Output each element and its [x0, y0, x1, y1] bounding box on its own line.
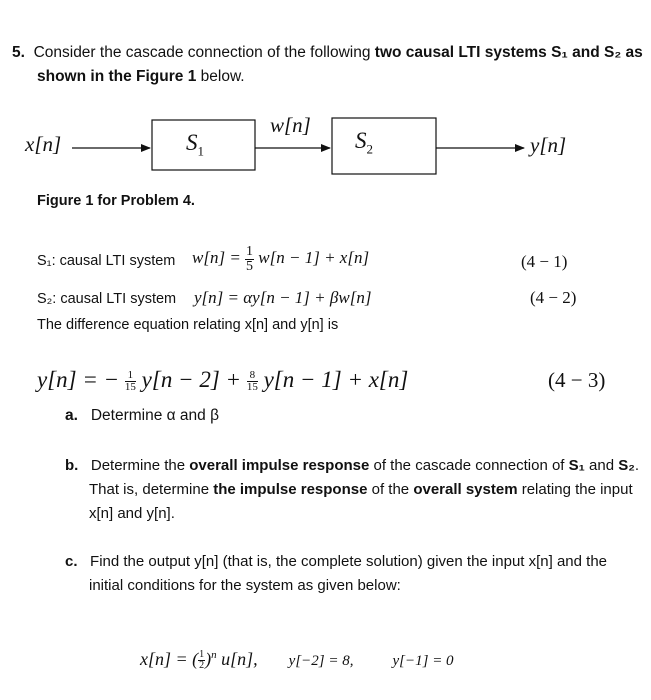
main-frac-1 [125, 370, 136, 393]
half-num: 1 [199, 649, 205, 661]
s1-frac-den: 5 [246, 258, 254, 274]
s1-frac-num: 1 [246, 243, 254, 259]
main-frac-2-den: 15 [246, 381, 258, 394]
part-b-and: and [584, 457, 619, 474]
s1-subscript: 1 [197, 143, 204, 159]
part-c-line-2: initial conditions for the system as given below: [89, 577, 401, 594]
diagram-s1-label [186, 130, 204, 160]
part-a-text: Determine α and β [90, 407, 220, 424]
part-a-letter: a. [65, 407, 78, 424]
main-frac-2 [247, 370, 258, 393]
input-eq-a: x[n] = ( [140, 649, 199, 669]
part-b-text-3: That is, determine [89, 481, 214, 498]
part-a [65, 407, 219, 425]
initial-y-minus-1: y[−1] = 0 [392, 653, 454, 669]
s2-subscript: 2 [366, 141, 373, 157]
eq-tag-4-2: (4 − 2) [530, 288, 577, 307]
part-b-text-5: relating the input [517, 481, 633, 498]
part-b-bold-1: overall impulse response [189, 457, 370, 474]
problem-below: below. [196, 68, 245, 85]
initial-conditions [140, 637, 454, 679]
s2-letter: S [355, 128, 367, 153]
s1-eq-rhs: w[n − 1] + x[n] [258, 248, 370, 267]
diagram-output-label: y[n] [530, 133, 567, 157]
part-b-letter: b. [65, 457, 79, 474]
s1-eq-lhs: w[n] = [192, 248, 241, 267]
part-b-line-1 [65, 457, 639, 474]
part-b-period: . [634, 457, 640, 474]
half-den: 2 [199, 660, 205, 672]
problem-line-1 [12, 44, 643, 62]
main-frac-1-den: 15 [124, 381, 136, 394]
s2-equation: y[n] = αy[n − 1] + βw[n] [194, 288, 372, 307]
s1-fraction [245, 245, 254, 274]
input-eq-c: u[n], [216, 649, 258, 669]
diagram-s2-label [355, 128, 373, 158]
figure-caption: Figure 1 for Problem 4. [37, 193, 195, 209]
part-c-line-1 [65, 553, 607, 570]
problem-line-2 [37, 68, 245, 86]
problem-figure-ref: shown in the Figure 1 [37, 68, 197, 85]
part-b-text-1: Determine the [90, 457, 190, 474]
part-c-text-1: Find the output y[n] (that is, the complete solution) given the input x[n] and the [90, 553, 608, 570]
part-b-bold-3: overall system [413, 481, 518, 498]
main-eq-lhs: y[n] = − [37, 367, 120, 392]
diagram-input-label: x[n] [25, 132, 62, 156]
part-b-bold-2: the impulse response [213, 481, 368, 498]
difference-text: The difference equation relating x[n] and y[n] is [37, 317, 339, 333]
part-b-line-2 [89, 481, 633, 498]
initial-y-minus-2: y[−2] = 8, [288, 653, 354, 669]
eq-tag-4-3: (4 − 3) [548, 368, 606, 392]
s1-letter: S [186, 130, 198, 155]
s2-label: S₂: causal LTI system [37, 291, 177, 307]
system-s2-block [332, 118, 436, 174]
main-eq-rhs: y[n − 1] + x[n] [263, 367, 409, 392]
part-b-s2: S₂ [618, 457, 635, 474]
main-frac-2-num: 8 [247, 370, 258, 382]
part-b-text-4: of the [367, 481, 414, 498]
input-exponent: n [211, 649, 217, 661]
input-eq-b: ) [205, 649, 212, 669]
s1-label: S₁: causal LTI system [37, 253, 176, 269]
part-b-line-3: x[n] and y[n]. [89, 505, 175, 522]
part-c-letter: c. [65, 553, 78, 570]
problem-intro: Consider the cascade connection of the following [33, 44, 375, 61]
eq-tag-4-1: (4 − 1) [521, 252, 568, 271]
main-eq-mid: y[n − 2] + [141, 367, 242, 392]
problem-number: 5. [12, 44, 25, 61]
s1-equation [192, 238, 369, 278]
diagram-middle-label: w[n] [270, 113, 311, 137]
main-equation [37, 360, 408, 400]
part-b-s1: S₁ [568, 457, 585, 474]
problem-intro-bold: two causal LTI systems S₁ and S₂ as [374, 44, 643, 61]
part-b-text-2: of the cascade connection of [369, 457, 569, 474]
main-frac-1-num: 1 [125, 370, 136, 382]
